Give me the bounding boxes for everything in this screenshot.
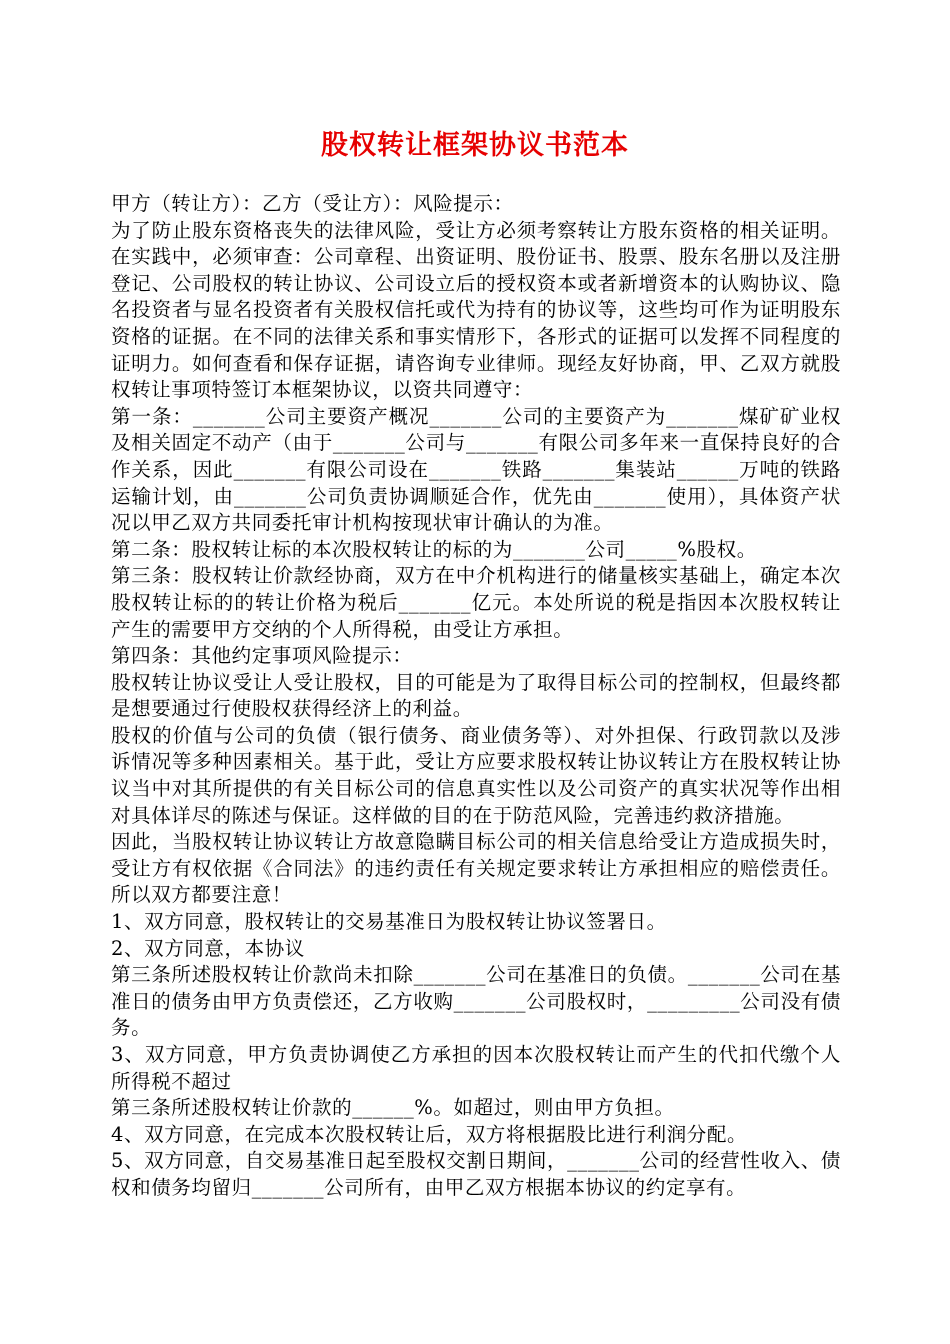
paragraph-clause-5: 5、双方同意，自交易基准日起至股权交割日期间，_______公司的经营性收入、债权和债务均留归_______公司所有，由甲乙双方根据本协议的约定享有。	[111, 1149, 841, 1199]
paragraph-clause-2-detail: 第三条所述股权转让价款尚未扣除_______公司在基准日的负债。_______公司在基准日的债务由甲方负责偿还，乙方收购_______公司股权时，_________公司没有债务。	[111, 963, 841, 1040]
paragraph-risk-purpose: 股权转让协议受让人受让股权，目的可能是为了取得目标公司的控制权，但最终都是想要通过行使股权获得经济上的利益。	[111, 670, 841, 721]
paragraph-risk-liability: 因此，当股权转让协议转让方故意隐瞒目标公司的相关信息给受让方造成损失时，受让方有权依据《合同法》的违约责任有关规定要求转让方承担相应的赔偿责任。所以双方都要注意！	[111, 830, 841, 907]
paragraph-clause-3-detail: 第三条所述股权转让价款的______%。如超过，则由甲方负担。	[111, 1096, 675, 1120]
paragraph-clause-3: 3、双方同意，甲方负责协调使乙方承担的因本次股权转让而产生的代扣代缴个人所得税不超过	[111, 1043, 841, 1093]
paragraph-article-3: 第三条：股权转让价款经协商，双方在中介机构进行的储量核实基础上，确定本次股权转让标的的转让价格为税后_______亿元。本处所说的税是指因本次股权转让产生的需要甲方交纳的个人所得税，由受让方承担。	[111, 564, 841, 641]
paragraph-parties: 甲方（转让方）：乙方（受让方）：风险提示：	[111, 192, 514, 215]
paragraph-article-4: 第四条：其他约定事项风险提示：	[111, 644, 413, 668]
paragraph-clause-2: 2、双方同意，本协议	[111, 936, 305, 960]
paragraph-clause-4: 4、双方同意，在完成本次股权转让后，双方将根据股比进行利润分配。	[111, 1122, 748, 1146]
document-title: 股权转让框架协议书范本	[321, 130, 629, 161]
paragraph-risk-value: 股权的价值与公司的负债（银行债务、商业债务等）、对外担保、行政罚款以及涉诉情况等多种因素相关。基于此，受让方应要求股权转让协议转让方在股权转让协议当中对其所提供的有关目标公司的信息真实性以及公司资产的真实状况等作出相对具体详尽的陈述与保证。这样做的目的在于防范风险，完善违约救济措施。	[111, 723, 841, 827]
paragraph-article-2: 第二条：股权转让标的本次股权转让的标的为_______公司_____%股权。	[111, 537, 757, 561]
paragraph-risk-notice: 为了防止股东资格丧失的法律风险，受让方必须考察转让方股东资格的相关证明。在实践中，必须审查：公司章程、出资证明、股份证书、股票、股东名册以及注册登记、公司股权的转让协议、公司设立后的授权资本或者新增资本的认购协议、隐名投资者与显名投资者有关股权信托或代为持有的协议等，这些均可作为证明股东资格的证据。在不同的法律关系和事实情形下，各形式的证据可以发挥不同程度的证明力。如何查看和保存证据，请咨询专业律师。现经友好协商，甲、乙双方就股权转让事项特签订本框架协议，以资共同遵守：	[111, 218, 841, 402]
paragraph-clause-1: 1、双方同意，股权转让的交易基准日为股权转让协议签署日。	[111, 910, 667, 934]
document-body	[111, 191, 841, 1202]
paragraph-article-1: 第一条：_______公司主要资产概况_______公司的主要资产为_______煤矿矿业权及相关固定不动产（由于_______公司与_______有限公司多年来一直保持良好的合作关系，因此_______有限公司设在_______铁路_______集装站______万吨的铁路运输计划，由_______公司负责协调顺延合作，优先由_______使用），具体资产状况以甲乙双方共同委托审计机构按现状审计确认的为准。	[111, 404, 841, 535]
